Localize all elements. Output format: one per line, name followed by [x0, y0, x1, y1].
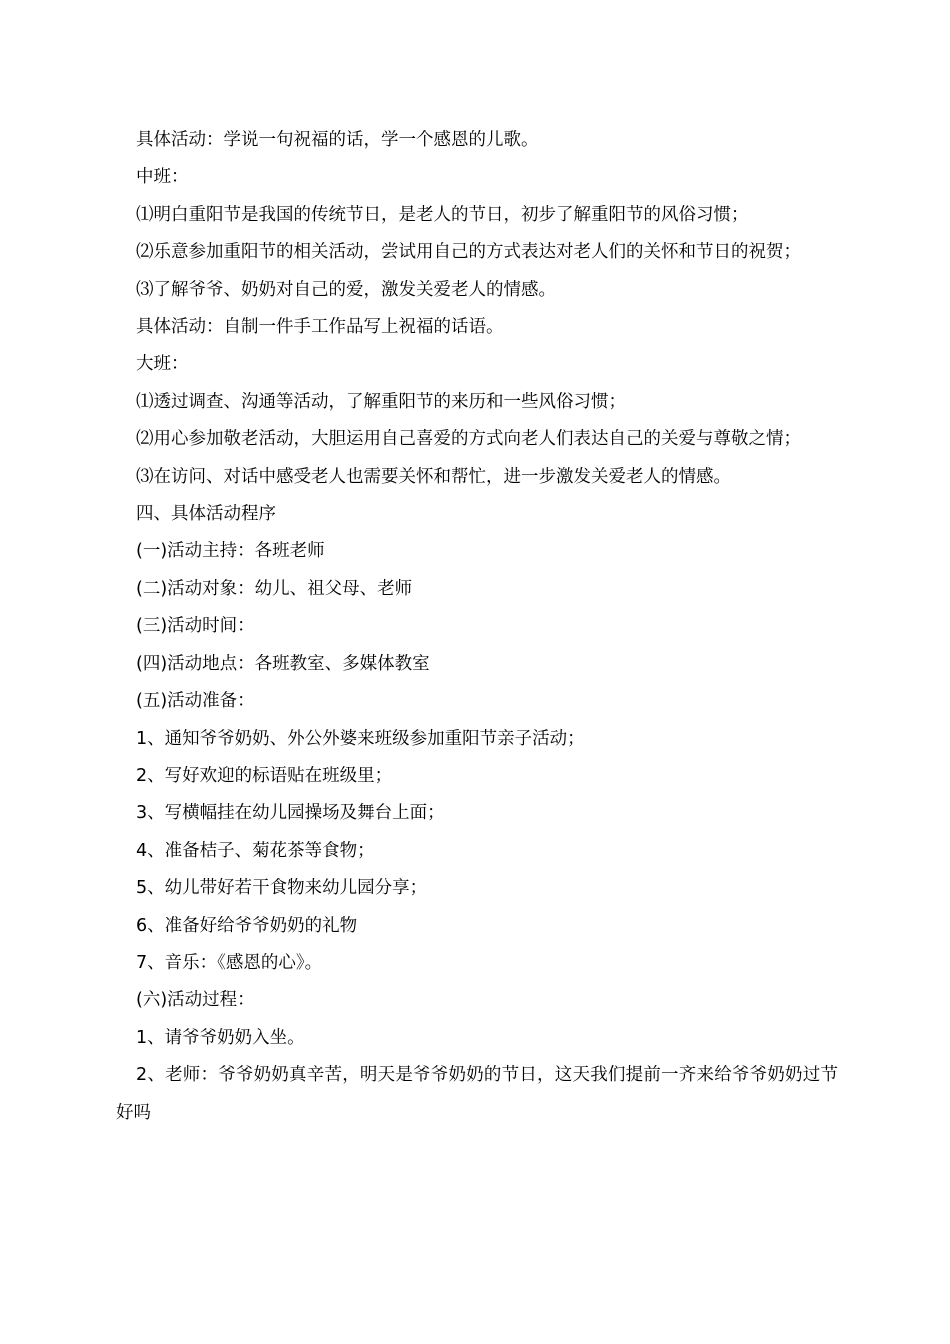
paragraph: ⑶了解爷爷、奶奶对自己的爱，激发关爱老人的情感。: [136, 279, 556, 300]
paragraph: 具体活动：自制一件手工作品写上祝福的话语。: [136, 317, 504, 338]
paragraph: 具体活动：学说一句祝福的话，学一个感恩的儿歌。: [136, 130, 539, 150]
list-item: 4、准备桔子、菊花茶等食物；: [136, 840, 375, 861]
list-item: 5、幼儿带好若干食物来幼儿园分享；: [136, 878, 428, 899]
list-item: 1、请爷爷奶奶入坐。: [136, 1027, 305, 1048]
list-item: (二)活动对象：幼儿、祖父母、老师: [136, 578, 413, 599]
list-item: 2、写好欢迎的标语贴在班级里；: [136, 765, 393, 786]
paragraph: ⑴明白重阳节是我国的传统节日，是老人的节日，初步了解重阳节的风俗习惯；: [136, 204, 749, 225]
list-item: 1、通知爷爷奶奶、外公外婆来班级参加重阳节亲子活动；: [136, 728, 585, 749]
list-item: 6、准备好给爷爷奶奶的礼物: [136, 915, 358, 936]
paragraph: ⑵乐意参加重阳节的相关活动，尝试用自己的方式表达对老人们的关怀和节日的祝贺；: [136, 242, 801, 263]
section-heading: 大班：: [136, 354, 189, 375]
list-item: (四)活动地点：各班教室、多媒体教室: [136, 653, 430, 674]
list-item: (三)活动时间：: [136, 616, 255, 637]
list-item: 7、音乐：《感恩的心》。: [136, 952, 323, 973]
paragraph: ⑶在访问、对话中感受老人也需要关怀和帮忙，进一步激发关爱老人的情感。: [136, 466, 731, 487]
section-heading: 四、具体活动程序: [136, 504, 276, 525]
list-item: 3、写横幅挂在幼儿园操场及舞台上面；: [136, 803, 445, 824]
list-item: 2、老师：爷爷奶奶真辛苦，明天是爷爷奶奶的节日，这天我们提前一齐来给爷爷奶奶过节好吗: [116, 1065, 838, 1123]
list-item: (五)活动准备：: [136, 691, 255, 712]
paragraph: ⑵用心参加敬老活动，大胆运用自己喜爱的方式向老人们表达自己的关爱与尊敬之情；: [136, 429, 801, 450]
paragraph: ⑴透过调查、沟通等活动，了解重阳节的来历和一些风俗习惯；: [136, 391, 626, 412]
section-heading: 中班：: [136, 167, 189, 188]
list-item: (一)活动主持：各班老师: [136, 541, 325, 562]
document-page: [116, 122, 838, 1132]
list-item: (六)活动过程：: [136, 990, 255, 1011]
